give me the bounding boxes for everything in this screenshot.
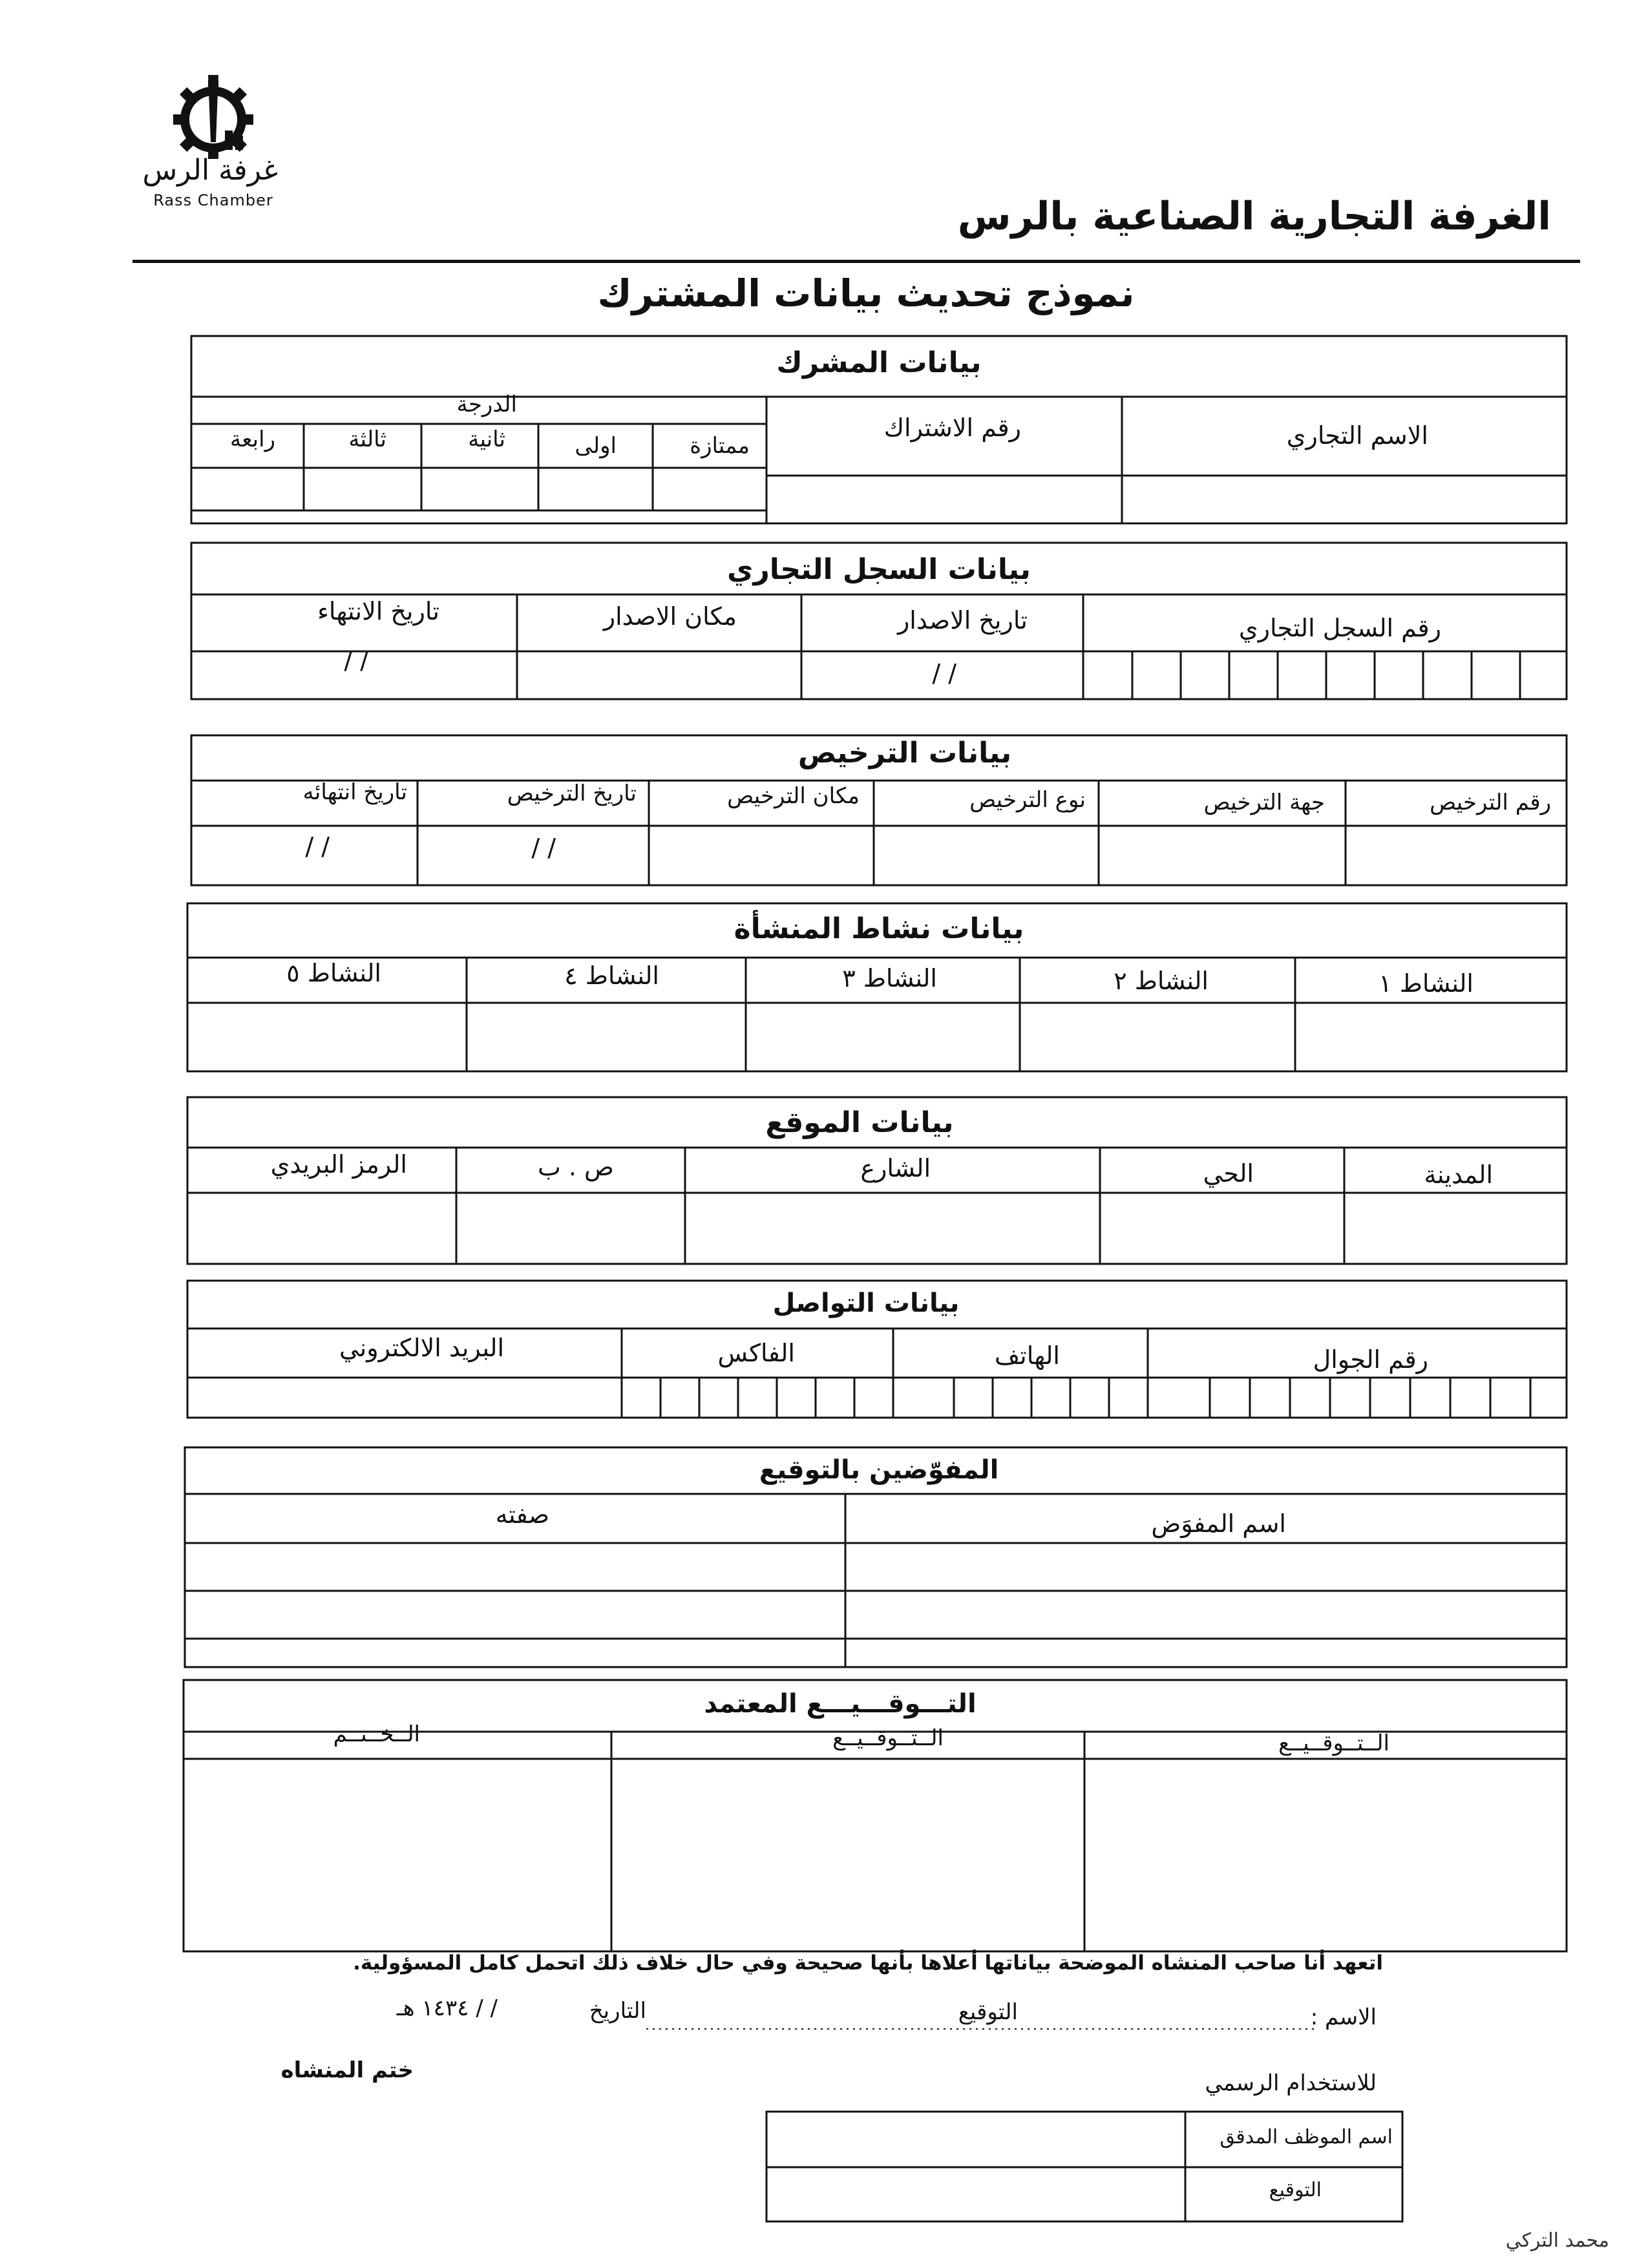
grade-second: ثانية — [468, 426, 505, 452]
org-name: الغرفة التجارية الصناعية بالرس — [957, 194, 1551, 239]
commercial-register-title: بيانات السجل التجاري — [727, 553, 1031, 586]
issue-date-placeholder: / / — [932, 659, 956, 688]
license-section-title: بيانات الترخيص — [798, 737, 1012, 770]
form-title: نموذج تحديث بيانات المشترك — [597, 271, 1135, 315]
license-number-label: رقم الترخيص — [1430, 790, 1551, 815]
signature-1-label: الــتــوقــيــع — [1278, 1730, 1389, 1756]
activity-5-label: النشاط ٥ — [286, 959, 381, 987]
activity-section-title: بيانات نشاط المنشأة — [734, 912, 1024, 945]
license-authority-label: جهة الترخيص — [1203, 790, 1325, 815]
license-type-label: نوع الترخيص — [969, 787, 1086, 813]
district-label: الحي — [1203, 1159, 1254, 1188]
grade-label: الدرجة — [456, 392, 517, 417]
grade-first: اولى — [575, 433, 617, 459]
license-date-placeholder: / / — [531, 834, 556, 862]
grade-third: ثالثة — [348, 426, 386, 452]
register-number-label: رقم السجل التجاري — [1238, 614, 1441, 642]
po-box-label: ص . ب — [538, 1153, 614, 1181]
mobile-label: رقم الجوال — [1313, 1345, 1428, 1374]
license-expiry-label: تاريخ انتهائه — [302, 779, 407, 805]
subscriber-section-title: بيانات المشرك — [776, 346, 982, 379]
signature-section-title: التـــوقـــيـــع المعتمد — [704, 1689, 977, 1719]
subscription-number-label: رقم الاشتراك — [883, 414, 1021, 442]
logo-text-ar: غرفة الرس — [142, 154, 278, 187]
trade-name-label: الاسم التجاري — [1286, 421, 1428, 450]
authorized-capacity-label: صفته — [495, 1500, 549, 1529]
stamp-label: الــخــتــم — [333, 1721, 420, 1747]
city-label: المدينة — [1424, 1160, 1493, 1189]
license-expiry-placeholder: / / — [305, 832, 330, 861]
auditor-name-label: اسم الموظف المدقق — [1220, 2126, 1393, 2148]
activity-1-label: النشاط ١ — [1379, 969, 1474, 998]
issue-place-label: مكان الاصدار — [603, 602, 737, 631]
activity-4-label: النشاط ٤ — [564, 961, 659, 990]
auditor-signature-label: التوقيع — [1269, 2179, 1322, 2201]
authorized-name-label: اسم المفوَض — [1151, 1509, 1286, 1538]
author-name: محمد التركي — [1505, 2229, 1609, 2252]
issue-date-label: تاريخ الاصدار — [897, 606, 1028, 635]
logo-text-en: Rass Chamber — [153, 191, 273, 209]
signature-2-label: الــتــوقــيــع — [832, 1725, 944, 1751]
grade-excellent: ممتازة — [690, 433, 750, 459]
grade-fourth: رابعة — [230, 426, 275, 452]
expiry-date-placeholder: / / — [344, 646, 368, 675]
pledge-text: اتعهد أنا صاحب المنشاه الموضحة بياناتها أعلاها بأنها صحيحة وفي حال خلاف ذلك اتحمل كامل المسؤولية. — [353, 1951, 1383, 1975]
fax-label: الفاكس — [717, 1339, 795, 1367]
official-use-label: للاستخدام الرسمي — [1205, 2070, 1377, 2096]
email-label: البريد الالكتروني — [339, 1334, 504, 1362]
street-label: الشارع — [860, 1154, 931, 1182]
phone-label: الهاتف — [994, 1341, 1060, 1370]
signature-label: التوقيع — [958, 1999, 1018, 2025]
date-value: / / ١٤٣٤ هـ — [396, 1995, 498, 2021]
date-label: التاريخ — [589, 1998, 646, 2024]
activity-3-label: النشاط ٣ — [842, 964, 937, 992]
license-date-label: تاريخ الترخيص — [507, 781, 637, 806]
expiry-date-label: تاريخ الانتهاء — [317, 597, 439, 625]
establishment-stamp-label: ختم المنشاه — [280, 2057, 414, 2083]
authorized-section-title: المفوّضين بالتوقيع — [759, 1455, 999, 1485]
location-section-title: بيانات الموقع — [765, 1106, 954, 1139]
name-label: الاسم : — [1310, 2004, 1377, 2030]
activity-2-label: النشاط ٢ — [1114, 967, 1209, 995]
postal-code-label: الرمز البريدي — [270, 1150, 407, 1179]
contact-section-title: بيانات التواصل — [772, 1288, 960, 1318]
license-place-label: مكان الترخيص — [727, 783, 860, 809]
